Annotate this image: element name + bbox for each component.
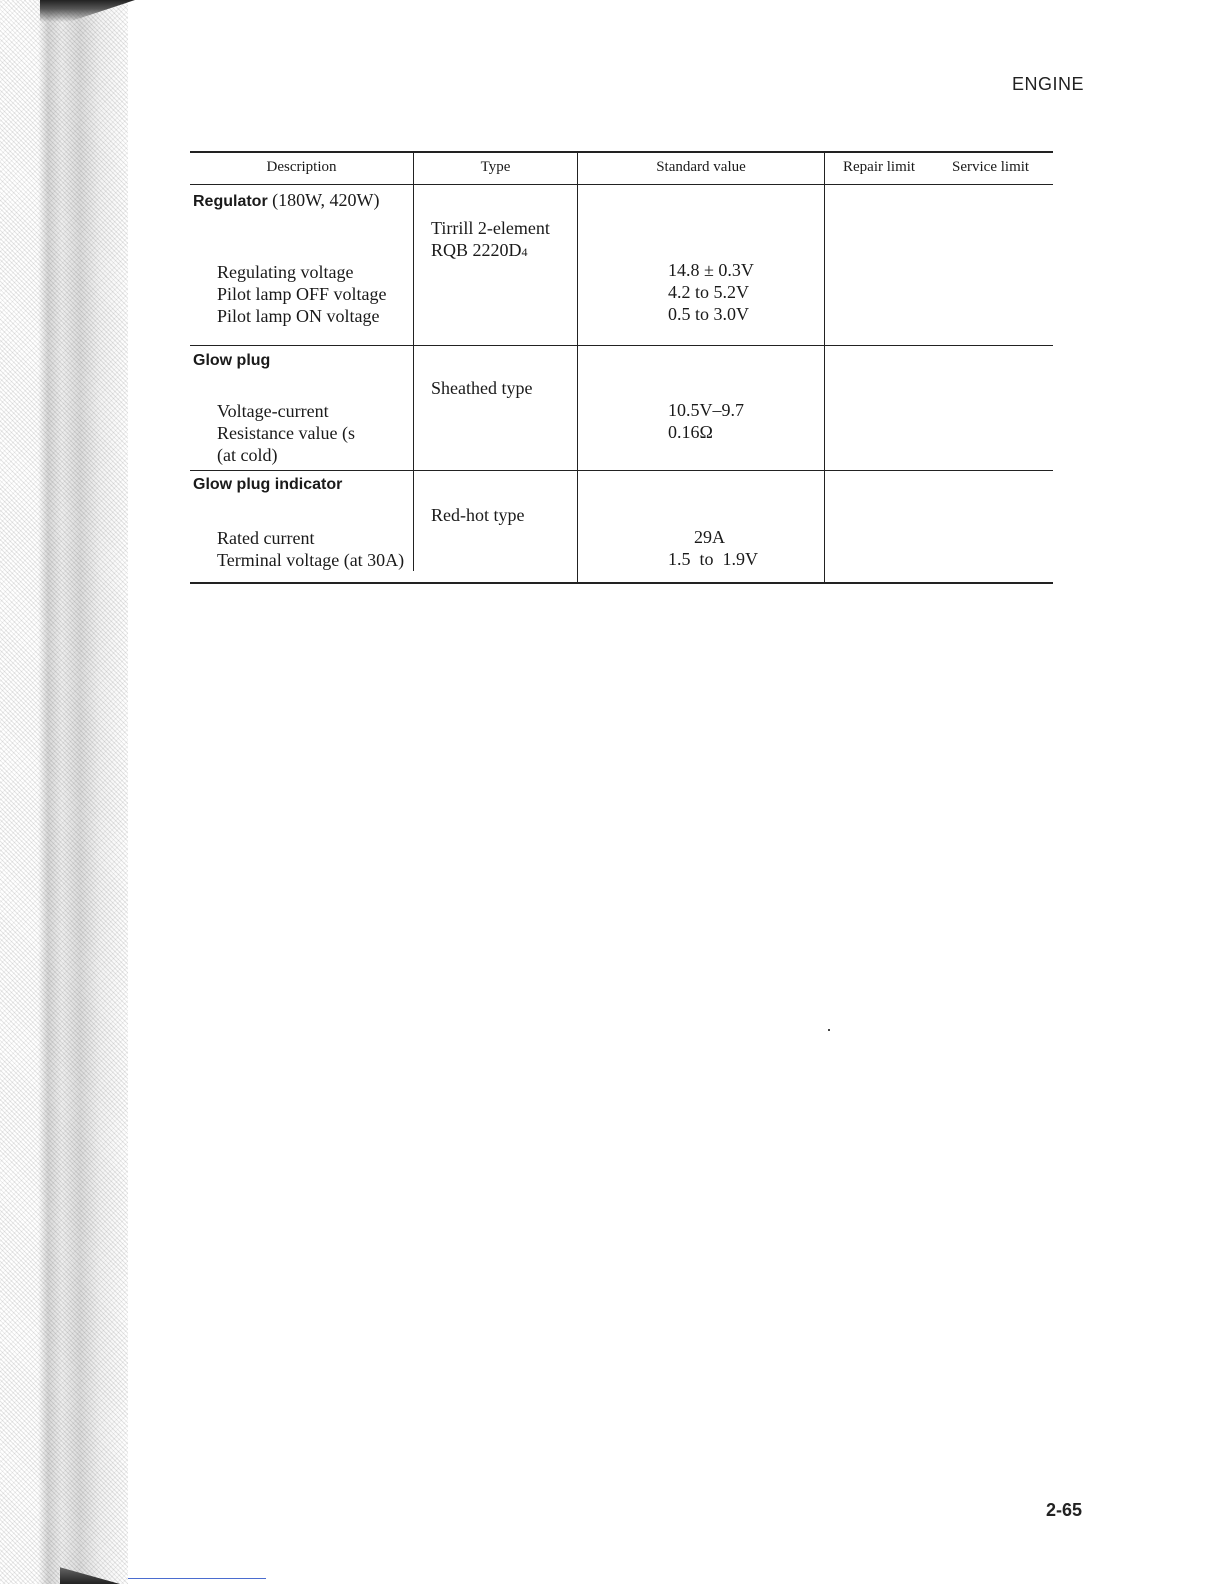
type-line: Tirrill 2-element — [431, 218, 550, 238]
item-label: Terminal voltage (at 30A) — [217, 550, 405, 570]
item-label: Resistance value (s — [217, 423, 355, 443]
header-standard-value: Standard value — [656, 159, 746, 175]
item-label: Regulating voltage — [217, 262, 354, 282]
scan-artifact-line — [128, 1578, 266, 1579]
group-rule-1 — [190, 345, 1053, 346]
running-head: ENGINE — [1012, 74, 1085, 94]
standard-value: 0.16Ω — [668, 422, 713, 442]
header-rule — [190, 184, 1053, 185]
type-model: RQB 2220D — [431, 240, 522, 260]
standard-value: 4.2 to 5.2V — [668, 282, 749, 302]
page-number: 2-65 — [1046, 1500, 1083, 1520]
column-rule-2 — [577, 151, 578, 582]
header-type: Type — [480, 159, 511, 175]
header-description: Description — [266, 159, 337, 175]
type-line — [431, 239, 528, 263]
type-line: Sheathed type — [431, 378, 533, 398]
group-title-suffix: (180W, 420W) — [272, 190, 380, 210]
group-title-regulator — [193, 189, 379, 213]
group-title-text: Regulator — [193, 193, 268, 210]
item-label: Pilot lamp ON voltage — [217, 306, 380, 326]
group-title-glow-plug-indicator: Glow plug indicator — [193, 476, 343, 493]
group-rule-2 — [190, 470, 1053, 471]
standard-value: 29A — [694, 527, 725, 547]
table-bottom-rule — [190, 582, 1053, 584]
standard-value: 10.5V–9.7 — [668, 400, 744, 420]
item-label: Rated current — [217, 528, 315, 548]
binding-edge-shadow — [0, 0, 128, 1584]
scan-speck — [828, 1029, 830, 1031]
header-service-limit: Service limit — [952, 159, 1030, 175]
item-label: (at cold) — [217, 445, 278, 465]
table-top-rule — [190, 151, 1053, 153]
group-title-glow-plug: Glow plug — [193, 352, 271, 369]
standard-value: 14.8 ± 0.3V — [668, 260, 754, 280]
standard-value: 1.5 to 1.9V — [668, 549, 758, 569]
column-rule-3 — [824, 151, 825, 582]
type-line: Red-hot type — [431, 505, 525, 525]
standard-value: 0.5 to 3.0V — [668, 304, 749, 324]
type-model-subscript: 4 — [521, 245, 528, 259]
item-label: Voltage-current — [217, 401, 329, 421]
header-repair-limit: Repair limit — [843, 159, 916, 175]
specification-table — [190, 151, 1053, 584]
column-rule-1 — [413, 151, 414, 571]
item-label: Pilot lamp OFF voltage — [217, 284, 387, 304]
